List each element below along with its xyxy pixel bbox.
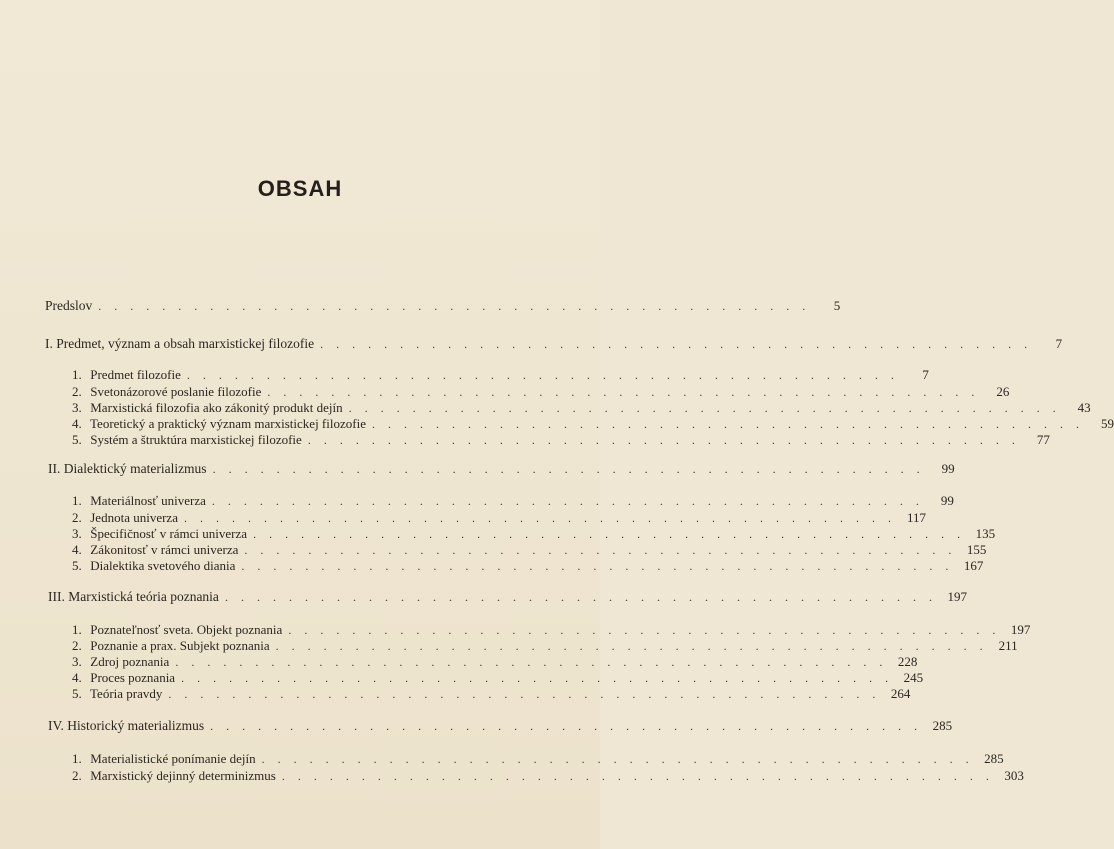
section-label: Marxistická filozofia ako zákonitý produkt dejín [90, 400, 343, 415]
section-number: 1. [72, 751, 82, 766]
chapter-label: I. Predmet, význam a obsah marxistickej filozofie [45, 336, 315, 351]
toc-section [72, 654, 918, 670]
section-page: 155 [966, 542, 987, 557]
dot-leader: . . . . . . . . . . . . . . . . . . . . . . . . . . . . . . . . . . . . . . . . . . . . . [98, 299, 811, 313]
section-label: Marxistický dejinný determinizmus [90, 768, 276, 783]
toc-section [72, 367, 929, 383]
section-page: 43 [1077, 400, 1091, 415]
chapter-label: III. Marxistická teória poznania [48, 589, 219, 604]
section-page: 99 [940, 493, 954, 508]
section-page: 303 [1004, 768, 1024, 783]
section-label: Materialistické ponímanie dejín [90, 751, 256, 766]
section-label: Dialektika svetového diania [90, 558, 236, 573]
dot-leader: . . . . . . . . . . . . . . . . . . . . . . . . . . . . . . . . . . . . . . . . . . . . . [348, 401, 1061, 415]
section-number: 4. [72, 670, 82, 685]
section-label: Predmet filozofie [90, 367, 181, 382]
toc-section [72, 493, 954, 509]
section-number: 4. [72, 542, 82, 557]
chapter-label: IV. Historický materializmus [48, 718, 205, 733]
section-number: 2. [72, 510, 82, 525]
section-number: 4. [72, 416, 82, 431]
toc-chapter [48, 589, 967, 605]
section-label: Proces poznania [90, 670, 176, 685]
toc-section [72, 384, 1010, 400]
section-number: 1. [72, 493, 82, 508]
section-page: 228 [897, 654, 918, 669]
section-label: Materiálnosť univerza [90, 493, 206, 508]
dot-leader: . . . . . . . . . . . . . . . . . . . . . . . . . . . . . . . . . . . . . . . . . . . . . [253, 527, 966, 541]
toc-chapter [48, 461, 955, 477]
section-label: Špecifičnosť v rámci univerza [90, 526, 248, 541]
dot-leader: . . . . . . . . . . . . . . . . . . . . . . . . . . . . . . . . . . . . . . . . . . . . . [288, 623, 1001, 637]
dot-leader: . . . . . . . . . . . . . . . . . . . . . . . . . . . . . . . . . . . . . . . . . . . . . [211, 494, 924, 508]
dot-leader: . . . . . . . . . . . . . . . . . . . . . . . . . . . . . . . . . . . . . . . . . . . . . [275, 639, 988, 653]
dot-leader: . . . . . . . . . . . . . . . . . . . . . . . . . . . . . . . . . . . . . . . . . . . . . [281, 769, 994, 783]
dot-leader: . . . . . . . . . . . . . . . . . . . . . . . . . . . . . . . . . . . . . . . . . . . . . [261, 752, 974, 766]
toc-section [72, 432, 1050, 448]
section-number: 1. [72, 367, 82, 382]
toc-chapter [45, 336, 1063, 352]
toc-chapter [48, 718, 953, 734]
dot-leader: . . . . . . . . . . . . . . . . . . . . . . . . . . . . . . . . . . . . . . . . . . . . . [244, 543, 957, 557]
toc-section [72, 526, 996, 542]
dot-leader: . . . . . . . . . . . . . . . . . . . . . . . . . . . . . . . . . . . . . . . . . . . . . [186, 368, 899, 382]
toc-section [72, 768, 1024, 784]
chapter-page: 197 [947, 589, 967, 604]
dot-leader: . . . . . . . . . . . . . . . . . . . . . . . . . . . . . . . . . . . . . . . . . . . . . [267, 385, 980, 399]
toc-section [72, 542, 987, 558]
section-label: Zákonitosť v rámci univerza [90, 542, 239, 557]
section-label: Teória pravdy [90, 686, 163, 701]
section-number: 3. [72, 526, 82, 541]
dot-leader: . . . . . . . . . . . . . . . . . . . . . . . . . . . . . . . . . . . . . . . . . . . . . [320, 337, 1033, 351]
toc-section [72, 558, 984, 574]
section-number: 2. [72, 768, 82, 783]
section-label: Svetonázorové poslanie filozofie [90, 384, 262, 399]
toc-section [72, 670, 924, 686]
toc-section [72, 400, 1091, 416]
chapter-label: II. Dialektický materializmus [48, 461, 207, 476]
chapter-page: 7 [1055, 336, 1063, 351]
section-number: 3. [72, 400, 82, 415]
section-label: Poznanie a prax. Subjekt poznania [90, 638, 270, 653]
dot-leader: . . . . . . . . . . . . . . . . . . . . . . . . . . . . . . . . . . . . . . . . . . . . . [307, 433, 1020, 447]
toc-section [72, 510, 926, 526]
section-page: 264 [890, 686, 911, 701]
dot-leader: . . . . . . . . . . . . . . . . . . . . . . . . . . . . . . . . . . . . . . . . . . . . . [212, 462, 925, 476]
toc-section [72, 622, 1031, 638]
section-label: Systém a štruktúra marxistickej filozofie [90, 432, 302, 447]
dot-leader: . . . . . . . . . . . . . . . . . . . . . . . . . . . . . . . . . . . . . . . . . . . . . [175, 655, 888, 669]
dot-leader: . . . . . . . . . . . . . . . . . . . . . . . . . . . . . . . . . . . . . . . . . . . . . [371, 417, 1084, 431]
section-page: 197 [1010, 622, 1031, 637]
section-number: 2. [72, 384, 82, 399]
chapter-page: 99 [941, 461, 955, 476]
section-label: Zdroj poznania [90, 654, 170, 669]
section-page: 7 [922, 367, 929, 382]
page-title: OBSAH [257, 176, 343, 201]
section-page: 135 [975, 526, 996, 541]
toc-section [72, 751, 1004, 767]
section-number: 3. [72, 654, 82, 669]
dot-leader: . . . . . . . . . . . . . . . . . . . . . . . . . . . . . . . . . . . . . . . . . . . . . [168, 687, 881, 701]
toc-section [72, 638, 1018, 654]
section-page: 167 [963, 558, 984, 573]
section-page: 59 [1100, 416, 1114, 431]
section-page: 26 [996, 384, 1010, 399]
chapter-page: 285 [932, 718, 953, 733]
dot-leader: . . . . . . . . . . . . . . . . . . . . . . . . . . . . . . . . . . . . . . . . . . . . . [241, 559, 954, 573]
section-page: 211 [998, 638, 1018, 653]
entry-label: Predslov [45, 298, 93, 313]
entry-page: 5 [833, 298, 841, 313]
dot-leader: . . . . . . . . . . . . . . . . . . . . . . . . . . . . . . . . . . . . . . . . . . . . . [210, 719, 923, 733]
dot-leader: . . . . . . . . . . . . . . . . . . . . . . . . . . . . . . . . . . . . . . . . . . . . . [181, 671, 894, 685]
section-page: 285 [984, 751, 1004, 766]
section-page: 77 [1036, 432, 1050, 447]
section-number: 2. [72, 638, 82, 653]
section-page: 117 [906, 510, 926, 525]
section-label: Poznateľnosť sveta. Objekt poznania [90, 622, 283, 637]
section-label: Teoretický a praktický význam marxistickej filozofie [90, 416, 366, 431]
section-number: 5. [72, 686, 82, 701]
section-page: 245 [903, 670, 924, 685]
section-number: 1. [72, 622, 82, 637]
section-number: 5. [72, 432, 82, 447]
dot-leader: . . . . . . . . . . . . . . . . . . . . . . . . . . . . . . . . . . . . . . . . . . . . . [224, 590, 937, 604]
section-number: 5. [72, 558, 82, 573]
dot-leader: . . . . . . . . . . . . . . . . . . . . . . . . . . . . . . . . . . . . . . . . . . . . . [183, 511, 896, 525]
toc-entry-preface [45, 298, 841, 314]
section-label: Jednota univerza [90, 510, 178, 525]
toc-section [72, 416, 1114, 432]
toc-section [72, 686, 911, 702]
